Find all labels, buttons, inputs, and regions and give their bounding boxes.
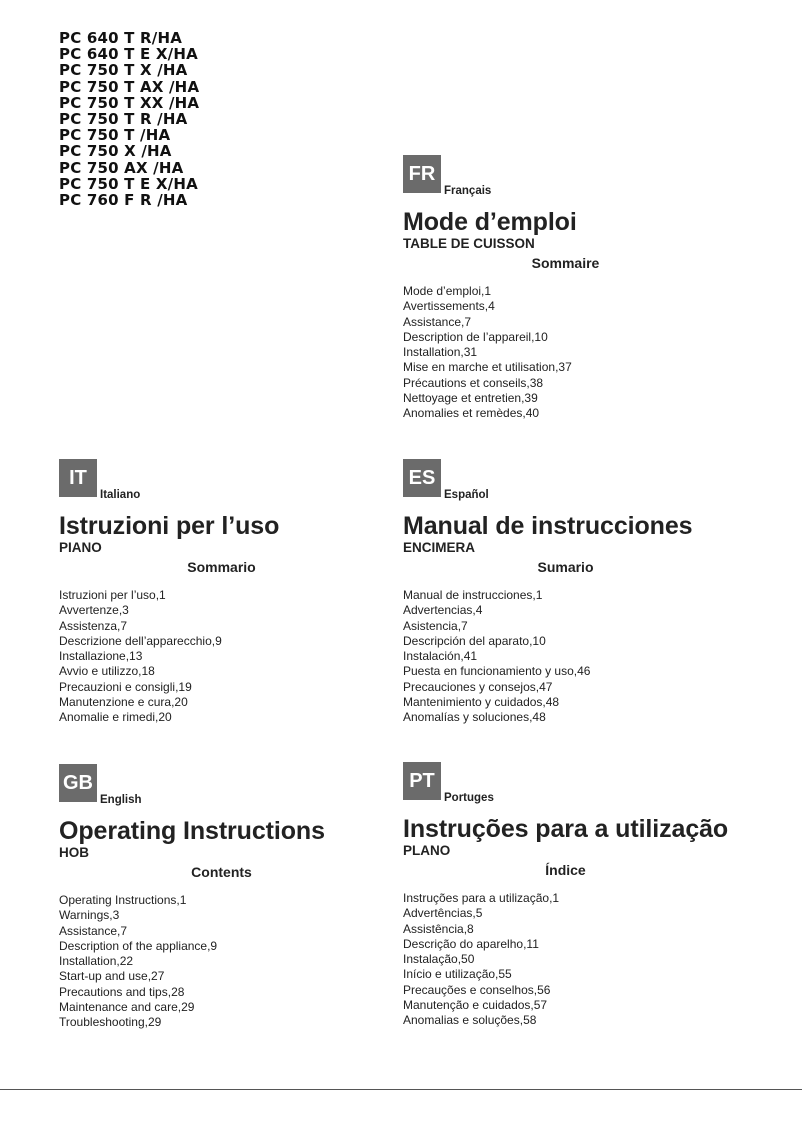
toc-heading: Contents (191, 864, 252, 880)
toc-item: Nettoyage et entretien,39 (403, 391, 538, 406)
toc-item: Maintenance and care,29 (59, 1000, 195, 1015)
table-of-contents (59, 893, 389, 1031)
language-badge: PT (403, 762, 441, 800)
language-name: Italiano (100, 489, 141, 501)
section-title: Operating Instructions (59, 817, 325, 845)
toc-heading: Sommaire (531, 255, 600, 271)
table-of-contents (403, 891, 733, 1029)
language-name: English (100, 794, 142, 806)
toc-item: Advertencias,4 (403, 603, 483, 618)
toc-item: Operating Instructions,1 (59, 893, 187, 907)
toc-item: Asistencia,7 (403, 618, 468, 633)
toc-item: Puesta en funcionamiento y uso,46 (403, 664, 591, 679)
language-header (403, 459, 733, 499)
toc-item: Anomalías y soluciones,48 (403, 710, 546, 725)
toc-item: Installation,22 (59, 954, 134, 969)
toc-item: Início e utilização,55 (403, 967, 512, 982)
toc-item: Precauções e conselhos,56 (403, 982, 551, 997)
toc-item: Mode d’emploi,1 (403, 284, 492, 298)
section-subtitle: PIANO (59, 540, 102, 555)
model-name: PC 640 T R/HA (59, 29, 183, 47)
toc-item: Instruções para a utilização,1 (403, 891, 560, 905)
toc-item: Descrição do aparelho,11 (403, 936, 539, 951)
section-pt (403, 762, 733, 1029)
toc-item: Description de l’appareil,10 (403, 329, 548, 344)
model-name: PC 750 T R /HA (59, 110, 188, 129)
language-header (59, 459, 389, 499)
section-subtitle: HOB (59, 845, 89, 860)
section-subtitle: TABLE DE CUISSON (403, 236, 535, 251)
toc-item: Description of the appliance,9 (59, 938, 218, 953)
section-subtitle: PLANO (403, 843, 451, 858)
model-name: PC 750 T XX /HA (59, 93, 200, 112)
model-name: PC 750 AX /HA (59, 158, 184, 177)
table-of-contents (403, 284, 733, 422)
toc-item: Manual de instrucciones,1 (403, 588, 543, 602)
table-of-contents (403, 588, 733, 726)
toc-item: Anomalie e rimedi,20 (59, 710, 172, 725)
section-title: Istruzioni per l’uso (59, 512, 280, 540)
model-list (59, 30, 199, 208)
toc-item: Manutenzione e cura,20 (59, 695, 188, 710)
toc-item: Mantenimiento y cuidados,48 (403, 695, 560, 710)
section-title: Instruções para a utilização (403, 815, 729, 843)
toc-item: Avvio e utilizzo,18 (59, 664, 155, 679)
language-name: Español (444, 489, 489, 501)
toc-item: Assistance,7 (59, 923, 128, 938)
toc-item: Manutenção e cuidados,57 (403, 998, 548, 1013)
toc-item: Advertências,5 (403, 906, 483, 921)
bottom-divider (0, 1089, 802, 1090)
language-name: Français (444, 185, 492, 197)
toc-item: Installation,31 (403, 345, 478, 360)
language-header (403, 155, 733, 195)
toc-item: Precauciones y consejos,47 (403, 679, 553, 694)
model-name: PC 750 T X /HA (59, 61, 188, 80)
toc-item: Avvertenze,3 (59, 603, 129, 618)
language-badge: IT (59, 459, 97, 497)
section-it (59, 459, 389, 726)
model-name: PC 640 T E X/HA (59, 45, 198, 64)
toc-item: Assistance,7 (403, 314, 472, 329)
model-name: PC 750 X /HA (59, 142, 172, 161)
section-gb (59, 764, 389, 1031)
section-subtitle: ENCIMERA (403, 540, 476, 555)
language-badge: GB (59, 764, 97, 802)
toc-item: Descripción del aparato,10 (403, 633, 546, 648)
toc-item: Anomalias e soluções,58 (403, 1013, 537, 1028)
toc-item: Instalação,50 (403, 952, 475, 967)
toc-item: Precautions and tips,28 (59, 984, 185, 999)
section-title: Mode d’emploi (403, 208, 577, 236)
toc-item: Istruzioni per l’uso,1 (59, 588, 166, 602)
section-es (403, 459, 733, 726)
model-name: PC 750 T AX /HA (59, 77, 200, 96)
toc-item: Descrizione dell’apparecchio,9 (59, 633, 222, 648)
toc-item: Troubleshooting,29 (59, 1015, 162, 1030)
toc-item: Assistência,8 (403, 921, 474, 936)
language-name: Portuges (444, 792, 494, 804)
toc-item: Avertissements,4 (403, 299, 495, 314)
model-name: PC 750 T /HA (59, 126, 171, 145)
toc-item: Précautions et conseils,38 (403, 375, 544, 390)
toc-item: Mise en marche et utilisation,37 (403, 360, 572, 375)
toc-item: Warnings,3 (59, 908, 120, 923)
toc-item: Precauzioni e consigli,19 (59, 679, 192, 694)
toc-heading: Índice (545, 862, 586, 878)
toc-item: Start-up and use,27 (59, 969, 165, 984)
section-title: Manual de instrucciones (403, 512, 693, 540)
model-name: PC 760 F R /HA (59, 191, 188, 210)
language-badge: FR (403, 155, 441, 193)
table-of-contents (59, 588, 389, 726)
toc-heading: Sumario (537, 559, 594, 575)
model-name: PC 750 T E X/HA (59, 174, 198, 193)
toc-item: Assistenza,7 (59, 618, 128, 633)
language-badge: ES (403, 459, 441, 497)
toc-item: Installazione,13 (59, 649, 143, 664)
toc-item: Anomalies et remèdes,40 (403, 406, 540, 421)
section-fr (403, 155, 733, 422)
language-header (403, 762, 733, 802)
language-header (59, 764, 389, 804)
toc-item: Instalación,41 (403, 649, 478, 664)
toc-heading: Sommario (187, 559, 256, 575)
